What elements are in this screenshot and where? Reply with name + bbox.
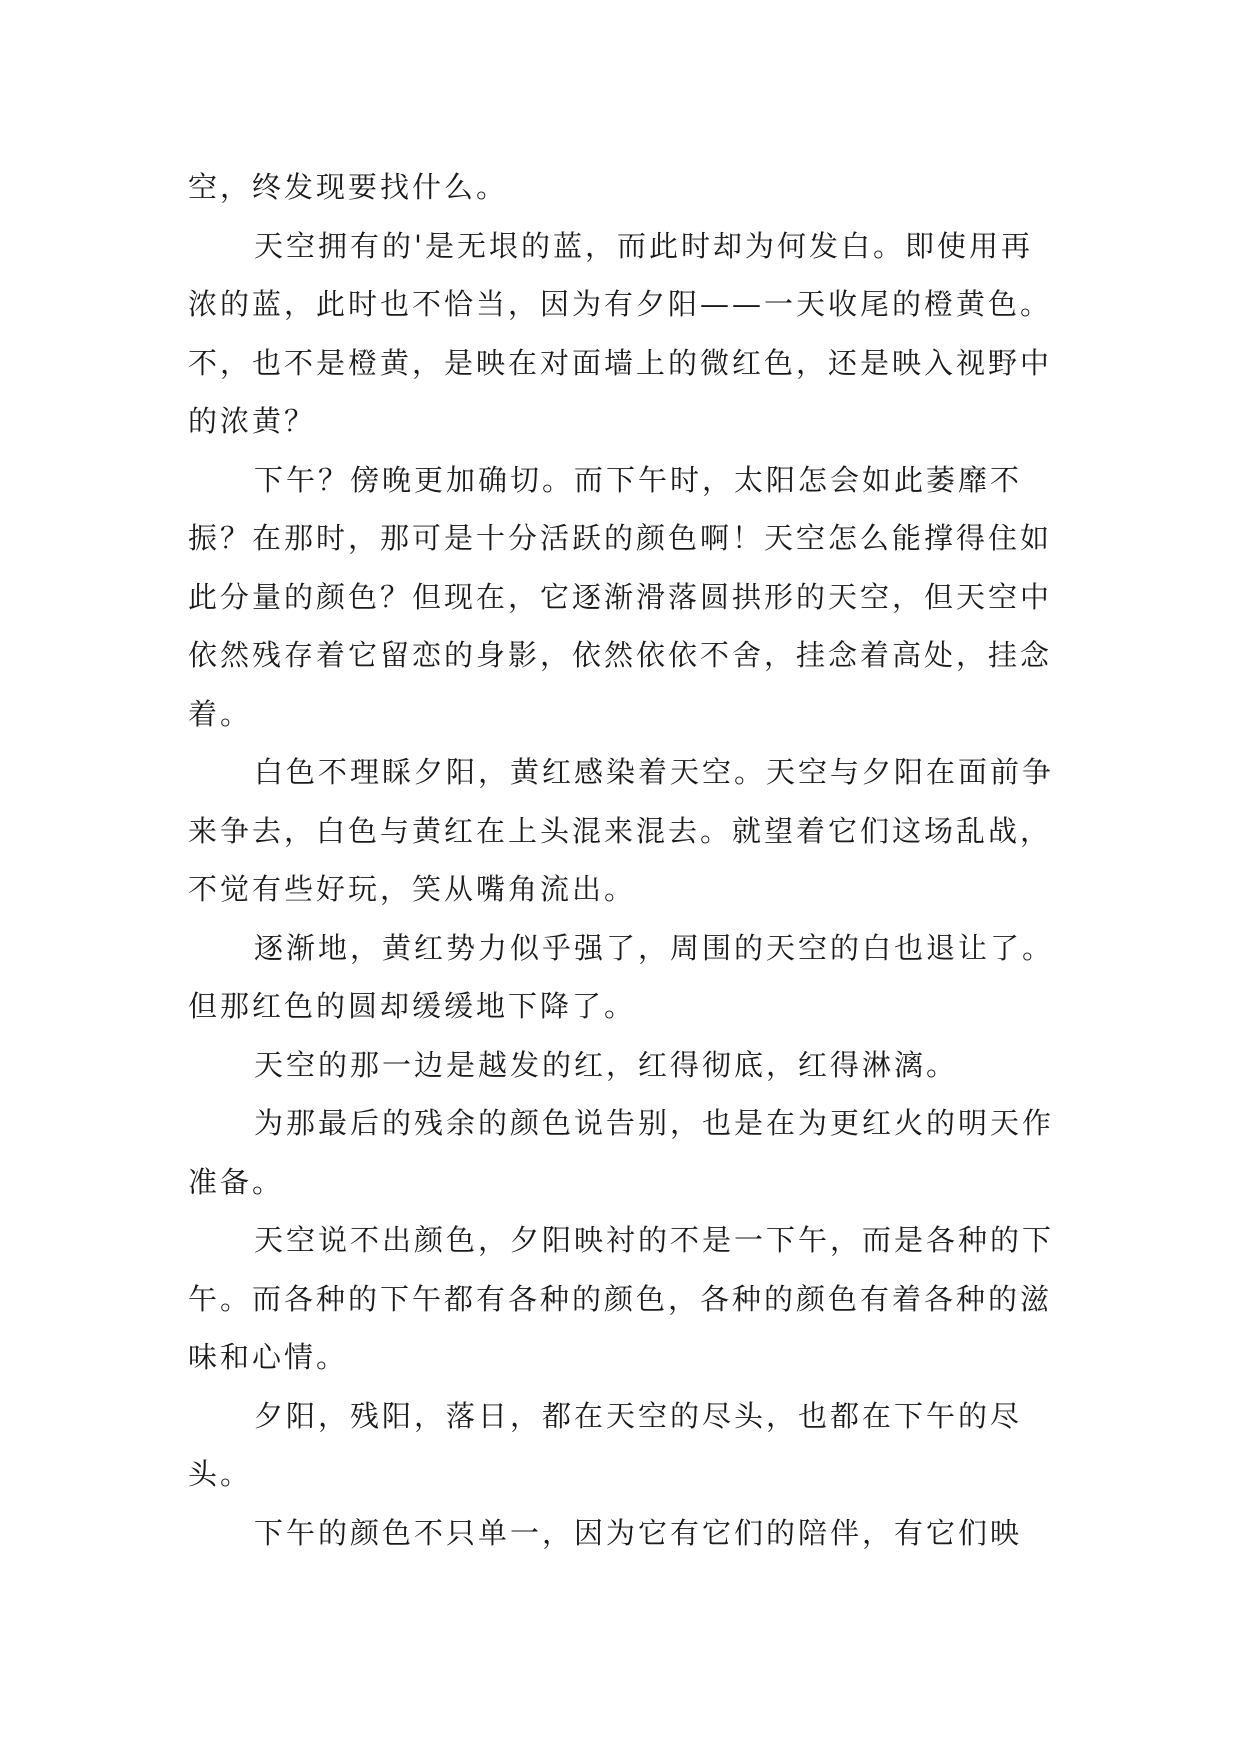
document-body [188, 158, 1058, 1562]
paragraph-3: 下午？傍晚更加确切。而下午时，太阳怎会如此萎靡不振？在那时，那可是十分活跃的颜色啊！天空怎么能撑得住如此分量的颜色？但现在，它逐渐滑落圆拱形的天空，但天空中依然残存着它留恋的身影，依然依依不舍，挂念着高处，挂念着。 [188, 462, 1053, 731]
paragraph-8: 天空说不出颜色，夕阳映衬的不是一下午，而是各种的下午。而各种的下午都有各种的颜色，各种的颜色有着各种的滋味和心情。 [188, 1223, 1055, 1374]
paragraph-7: 为那最后的残余的颜色说告别，也是在为更红火的明天作准备。 [188, 1106, 1055, 1199]
paragraph-10: 下午的颜色不只单一，因为它有它们的陪伴，有它们映 [254, 1515, 1023, 1550]
paragraph-2: 天空拥有的'是无垠的蓝，而此时却为何发白。即使用再浓的蓝，此时也不恰当，因为有夕阳——一天收尾的橙黄色。不，也不是橙黄，是映在对面墙上的微红色，还是映入视野中的浓黄？ [188, 228, 1053, 438]
paragraph-5: 逐渐地，黄红势力似乎强了，周围的天空的白也退让了。但那红色的圆却缓缓地下降了。 [188, 930, 1055, 1023]
paragraph-1: 空，终发现要找什么。 [188, 170, 509, 204]
paragraph-4: 白色不理睬夕阳，黄红感染着天空。天空与夕阳在面前争来争去，白色与黄红在上头混来混去。就望着它们这场乱战，不觉有些好玩，笑从嘴角流出。 [188, 755, 1055, 906]
paragraph-6: 天空的那一边是越发的红，红得彻底，红得淋漓。 [254, 1047, 959, 1082]
paragraph-9: 夕阳，残阳，落日，都在天空的尽头，也都在下午的尽头。 [188, 1398, 1023, 1491]
